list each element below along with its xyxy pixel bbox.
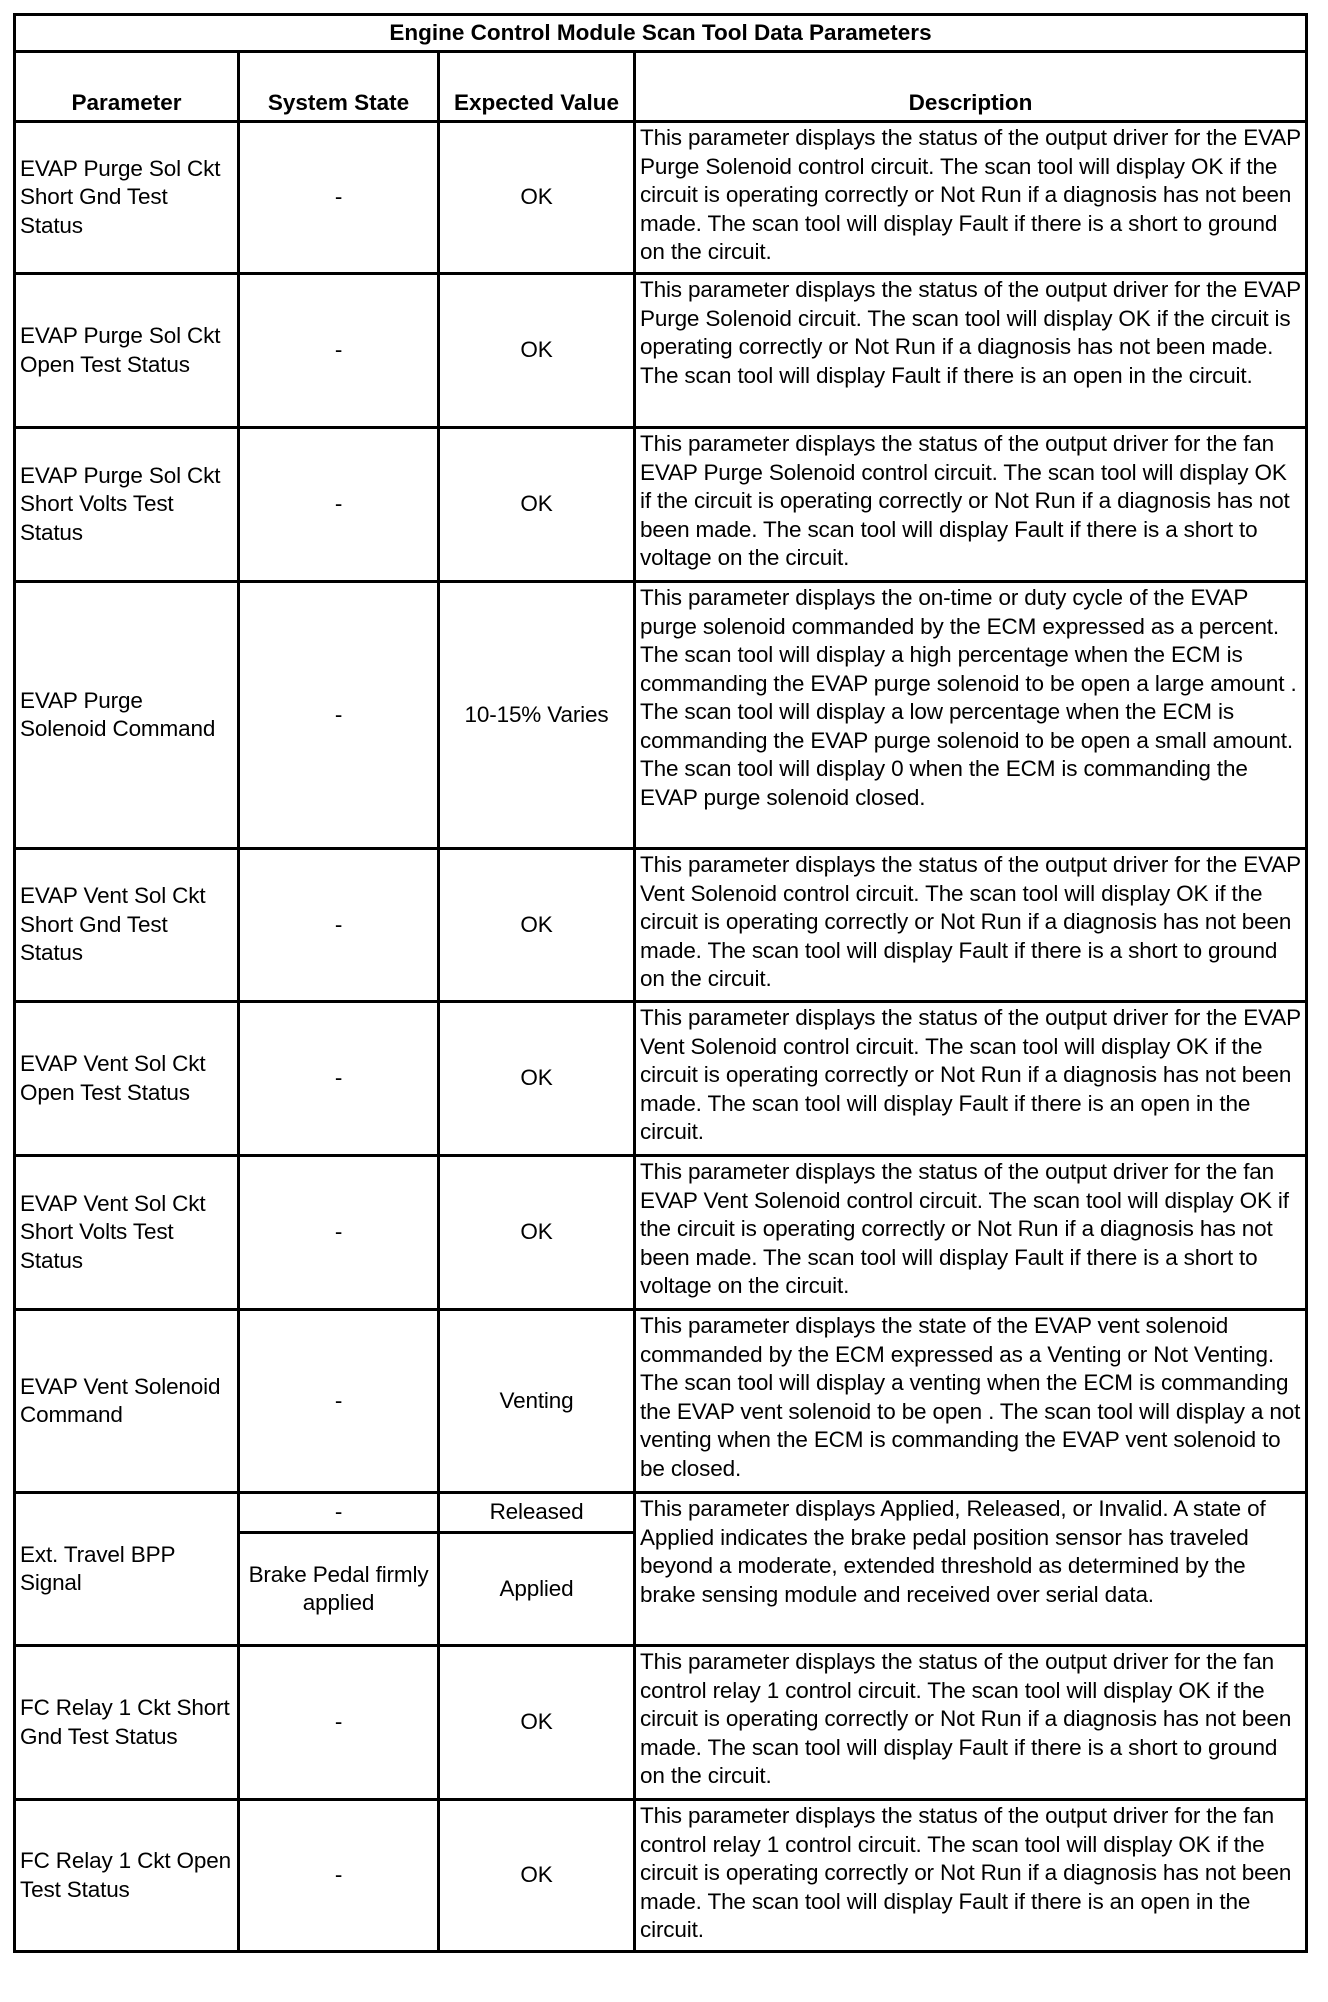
table-row <box>15 122 1307 274</box>
description-cell: This parameter displays Applied, Released, or Invalid. A state of Applied indicates the brake pedal position sensor has traveled beyond a moderate, extended threshold as determined by the brake sensing module and received over serial data. <box>635 1493 1307 1646</box>
description-cell: This parameter displays the status of the output driver for the EVAP Purge Solenoid circuit. The scan tool will display OK if the circuit is operating correctly or Not Run if a diagnosis has not been made. The scan tool will display Fault if there is an open in the circuit. <box>635 274 1307 428</box>
expected-value-cell: OK <box>439 122 635 274</box>
system-state-cell: - <box>239 1800 439 1952</box>
expected-value-cell: OK <box>439 849 635 1002</box>
header-parameter: Parameter <box>15 52 239 122</box>
description-cell: This parameter displays the status of the output driver for the fan EVAP Purge Solenoid control circuit. The scan tool will display OK if the circuit is operating correctly or Not Run if a diagnosis has not been made. The scan tool will display Fault if there is a short to voltage on the circuit. <box>635 428 1307 582</box>
description-cell: This parameter displays the status of the output driver for the EVAP Vent Solenoid control circuit. The scan tool will display OK if the circuit is operating correctly or Not Run if a diagnosis has not been made. The scan tool will display Fault if there is a short to ground on the circuit. <box>635 849 1307 1002</box>
description-cell: This parameter displays the status of the output driver for the EVAP Purge Solenoid control circuit. The scan tool will display OK if the circuit is operating correctly or Not Run if a diagnosis has not been made. The scan tool will display Fault if there is a short to ground on the circuit. <box>635 122 1307 274</box>
table-row <box>15 1646 1307 1800</box>
expected-value-cell: Venting <box>439 1310 635 1493</box>
description-cell: This parameter displays the state of the EVAP vent solenoid commanded by the ECM expressed as a Venting or Not Venting. The scan tool will display a venting when the ECM is commanding the EVAP vent solenoid to be open . The scan tool will display a not venting when the ECM is commanding the EVAP vent solenoid to be closed. <box>635 1310 1307 1493</box>
parameter-cell: EVAP Purge Sol Ckt Open Test Status <box>15 274 239 428</box>
scan-tool-data-table <box>13 13 1308 1953</box>
system-state-cell: - <box>239 122 439 274</box>
table-title: Engine Control Module Scan Tool Data Parameters <box>15 15 1307 52</box>
system-state-cell: - <box>239 1002 439 1156</box>
description-cell: This parameter displays the status of the output driver for the fan EVAP Vent Solenoid control circuit. The scan tool will display OK if the circuit is operating correctly or Not Run if a diagnosis has not been made. The scan tool will display Fault if there is a short to voltage on the circuit. <box>635 1156 1307 1310</box>
parameter-cell: EVAP Vent Sol Ckt Short Gnd Test Status <box>15 849 239 1002</box>
expected-value-cell: Applied <box>439 1533 635 1646</box>
parameter-cell: FC Relay 1 Ckt Open Test Status <box>15 1800 239 1952</box>
system-state-cell: - <box>239 582 439 849</box>
expected-value-cell: 10-15% Varies <box>439 582 635 849</box>
table-row <box>15 582 1307 849</box>
expected-value-cell: OK <box>439 274 635 428</box>
expected-value-cell: OK <box>439 1156 635 1310</box>
system-state-cell: - <box>239 1156 439 1310</box>
table-row <box>15 1156 1307 1310</box>
system-state-cell: - <box>239 849 439 1002</box>
parameter-cell: EVAP Purge Sol Ckt Short Volts Test Status <box>15 428 239 582</box>
system-state-cell: - <box>239 1310 439 1493</box>
description-cell: This parameter displays the status of the output driver for the fan control relay 1 control circuit. The scan tool will display OK if the circuit is operating correctly or Not Run if a diagnosis has not been made. The scan tool will display Fault if there is an open in the circuit. <box>635 1800 1307 1952</box>
expected-value-cell: OK <box>439 1800 635 1952</box>
table-row <box>15 849 1307 1002</box>
description-cell: This parameter displays the status of the output driver for the fan control relay 1 control circuit. The scan tool will display OK if the circuit is operating correctly or Not Run if a diagnosis has not been made. The scan tool will display Fault if there is a short to ground on the circuit. <box>635 1646 1307 1800</box>
header-description: Description <box>635 52 1307 122</box>
expected-value-cell: OK <box>439 1646 635 1800</box>
system-state-cell: - <box>239 1646 439 1800</box>
expected-value-cell: OK <box>439 428 635 582</box>
system-state-cell: Brake Pedal firmly applied <box>239 1533 439 1646</box>
table-row <box>15 1002 1307 1156</box>
system-state-cell: - <box>239 428 439 582</box>
header-expected-value: Expected Value <box>439 52 635 122</box>
parameter-cell: EVAP Vent Sol Ckt Open Test Status <box>15 1002 239 1156</box>
system-state-cell: - <box>239 1493 439 1533</box>
parameter-cell: EVAP Purge Sol Ckt Short Gnd Test Status <box>15 122 239 274</box>
table-row <box>15 428 1307 582</box>
system-state-cell: - <box>239 274 439 428</box>
table-row <box>15 1310 1307 1493</box>
description-cell: This parameter displays the on-time or duty cycle of the EVAP purge solenoid commanded by the ECM expressed as a percent. The scan tool will display a high percentage when the ECM is commanding the EVAP purge solenoid to be open a large amount . The scan tool will display a low percentage when the ECM is commanding the EVAP purge solenoid to be open a small amount. The scan tool will display 0 when the ECM is commanding the EVAP purge solenoid closed. <box>635 582 1307 849</box>
parameter-cell: EVAP Vent Sol Ckt Short Volts Test Status <box>15 1156 239 1310</box>
parameter-cell: Ext. Travel BPP Signal <box>15 1493 239 1646</box>
expected-value-cell: Released <box>439 1493 635 1533</box>
expected-value-cell: OK <box>439 1002 635 1156</box>
parameter-cell: EVAP Purge Solenoid Command <box>15 582 239 849</box>
parameter-cell: EVAP Vent Solenoid Command <box>15 1310 239 1493</box>
parameter-cell: FC Relay 1 Ckt Short Gnd Test Status <box>15 1646 239 1800</box>
table-row <box>15 1493 1307 1533</box>
description-cell: This parameter displays the status of the output driver for the EVAP Vent Solenoid control circuit. The scan tool will display OK if the circuit is operating correctly or Not Run if a diagnosis has not been made. The scan tool will display Fault if there is an open in the circuit. <box>635 1002 1307 1156</box>
header-system-state: System State <box>239 52 439 122</box>
table-row <box>15 1800 1307 1952</box>
table-row <box>15 274 1307 428</box>
